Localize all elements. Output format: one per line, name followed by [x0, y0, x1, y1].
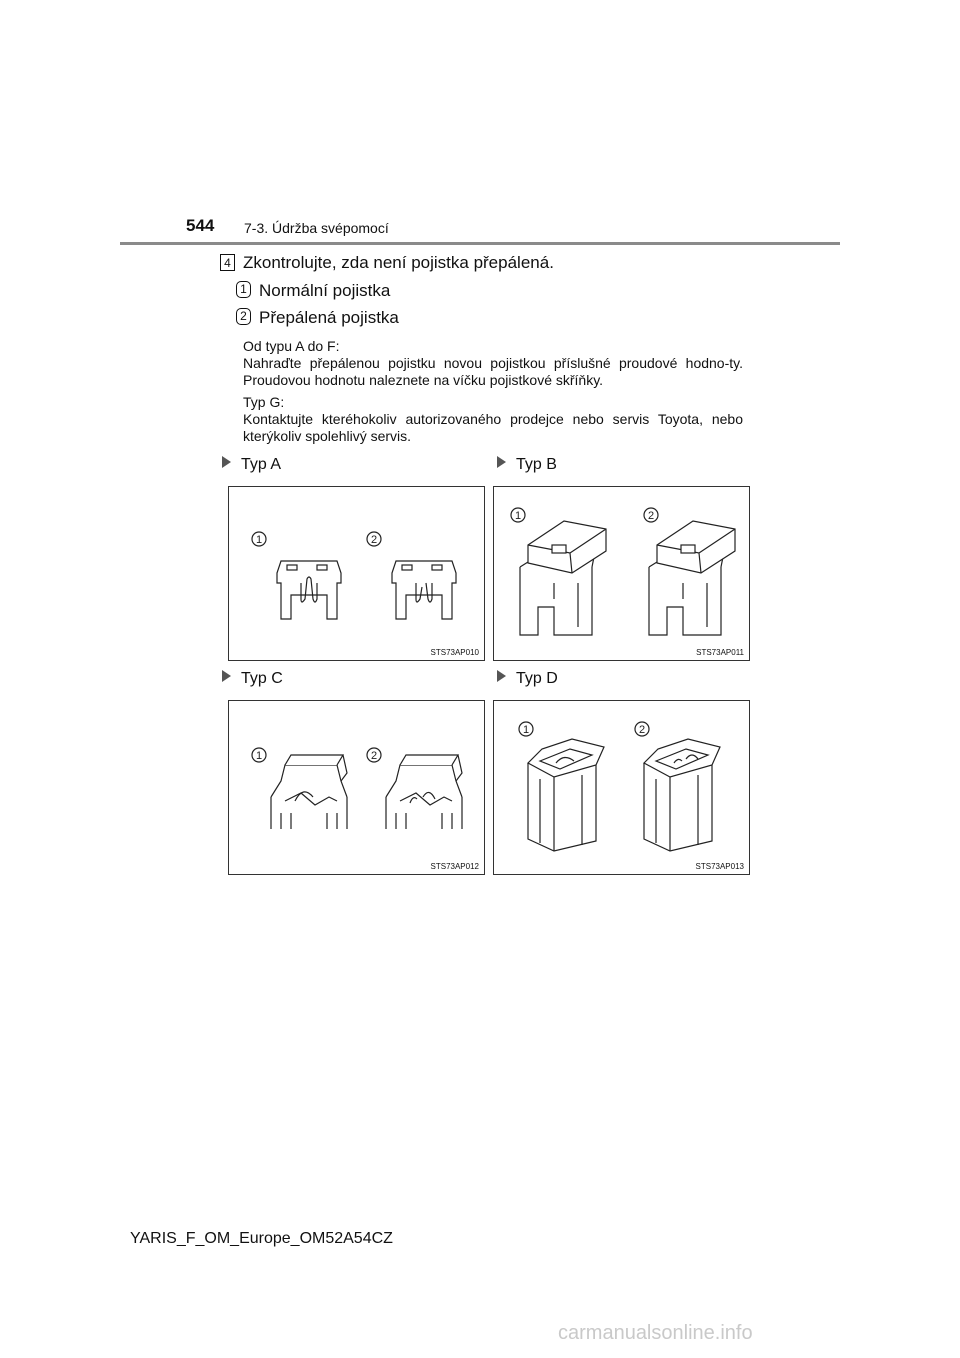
figure-d-marker-2: 2	[638, 724, 646, 736]
type-c-label: Typ C	[222, 670, 283, 688]
bullet-triangle-icon	[222, 670, 231, 682]
type-c-fuse-illustration	[229, 701, 486, 876]
figure-d-marker-1: 1	[522, 724, 530, 736]
item-1-badge: 1	[236, 281, 251, 298]
type-b-label: Typ B	[497, 456, 557, 474]
bullet-triangle-icon	[497, 670, 506, 682]
figure-type-c	[228, 700, 485, 875]
figure-type-b	[493, 486, 750, 661]
figure-b-marker-2: 2	[647, 510, 655, 522]
type-a-label: Typ A	[222, 456, 281, 474]
note-type-g	[243, 394, 743, 445]
figure-a-marker-2: 2	[370, 534, 378, 546]
section-title: 7-3. Údržba svépomocí	[244, 220, 389, 236]
figure-c-code: STS73AP012	[430, 862, 479, 871]
figure-type-d	[493, 700, 750, 875]
note-types-a-f-title: Od typu A do F:	[243, 338, 340, 354]
type-b-fuse-illustration	[494, 487, 751, 662]
item-1-label: Normální pojistka	[259, 281, 391, 300]
figure-a-code: STS73AP010	[430, 648, 479, 657]
document-code: YARIS_F_OM_Europe_OM52A54CZ	[130, 1230, 393, 1247]
note-type-g-title: Typ G:	[243, 394, 285, 410]
item-2-label: Přepálená pojistka	[259, 308, 399, 327]
step-number-badge: 4	[220, 254, 235, 271]
item-2-badge: 2	[236, 308, 251, 325]
figure-b-code: STS73AP011	[696, 648, 744, 657]
figure-c-marker-1: 1	[255, 750, 263, 762]
bullet-triangle-icon	[497, 456, 506, 468]
page-number: 544	[186, 216, 215, 235]
note-types-a-f	[243, 338, 743, 389]
figure-b-marker-1: 1	[514, 510, 522, 522]
watermark: carmanualsonline.info	[558, 1322, 753, 1344]
bullet-triangle-icon	[222, 456, 231, 468]
figure-c-marker-2: 2	[370, 750, 378, 762]
step-instruction: Zkontrolujte, zda není pojistka přepálená.	[243, 253, 554, 272]
header-divider	[120, 242, 840, 245]
type-d-label: Typ D	[497, 670, 558, 688]
figure-a-marker-1: 1	[255, 534, 263, 546]
note-types-a-f-text: Nahraďte přepálenou pojistku novou pojistkou příslušné proudové hodno-ty. Proudovou hodnotu naleznete na víčku pojistkové skříňky.	[243, 355, 743, 388]
note-type-g-text: Kontaktujte kteréhokoliv autorizovaného prodejce nebo servis Toyota, nebo kterýkoliv spolehlivý servis.	[243, 411, 743, 444]
figure-type-a	[228, 486, 485, 661]
type-d-fuse-illustration	[494, 701, 751, 876]
figure-d-code: STS73AP013	[695, 862, 744, 871]
type-a-fuse-illustration	[229, 487, 486, 662]
